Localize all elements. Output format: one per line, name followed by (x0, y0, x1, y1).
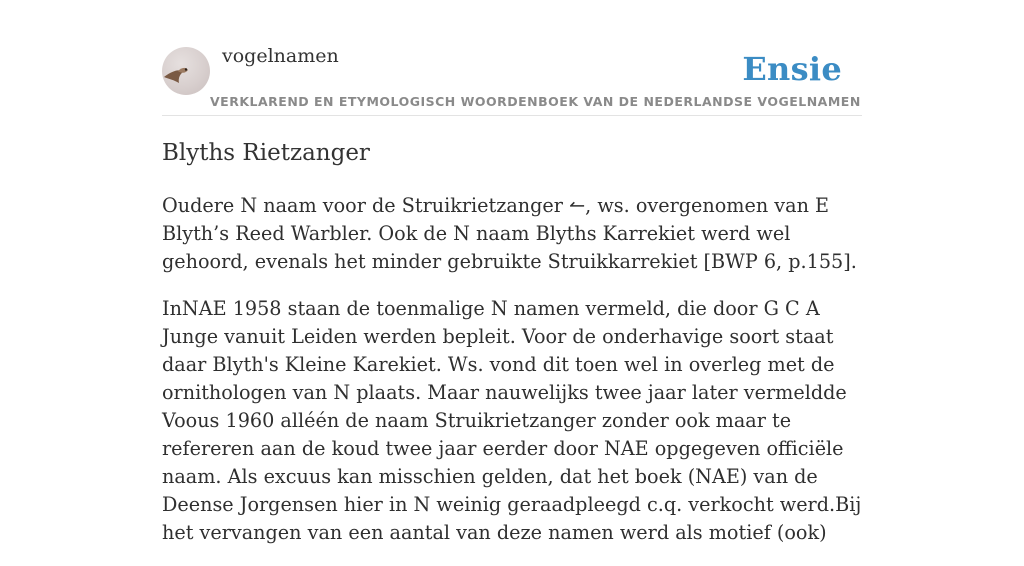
entry-paragraph: InNAE 1958 staan de toenmalige N namen vermeld, die door G C A Junge vanuit Leiden werden bepleit. Voor de onderhavige soort staat daar Blyth's Kleine Karekiet. Ws. vond dit toen wel in overleg met de ornithologen van N plaats. Maar nauwelijks twee jaar later vermeldde Voous 1960 alléén de naam Struikrietzanger zonder ook maar te refereren aan de koud twee jaar eerder door NAE opgegeven officiële naam. Als excuus kan misschien gelden, dat het boek (NAE) van de Deense Jorgensen hier in N weinig geraadpleegd c.q. verkocht werd.Bij het vervangen van een aantal van deze namen werd als motief (ook) (162, 297, 862, 544)
entry-title: Blyths Rietzanger (162, 140, 370, 166)
header-divider (162, 115, 862, 116)
cross-reference-arrow-icon[interactable]: ↼ (569, 194, 586, 217)
dictionary-name[interactable]: vogelnamen (222, 45, 339, 67)
bird-icon (162, 47, 210, 95)
paragraph-text: Oudere N naam voor de Struikrietzanger (162, 194, 563, 217)
entry-content (162, 192, 862, 566)
paragraph-text: , ws. overgenomen van E Blyth’s Reed Warbler. Ook de N naam Blyths Karrekiet werd wel gehoord, evenals het minder gebruikte Struikkarrekiet [BWP 6, p.155]. (162, 194, 857, 273)
dictionary-subtitle: VERKLAREND EN ETYMOLOGISCH WOORDENBOEK VAN DE NEDERLANDSE VOGELNAMEN (210, 94, 861, 109)
ensie-logo-link[interactable]: Ensie (742, 50, 842, 88)
entry-paragraph (162, 192, 862, 276)
dictionary-avatar[interactable] (162, 47, 210, 95)
